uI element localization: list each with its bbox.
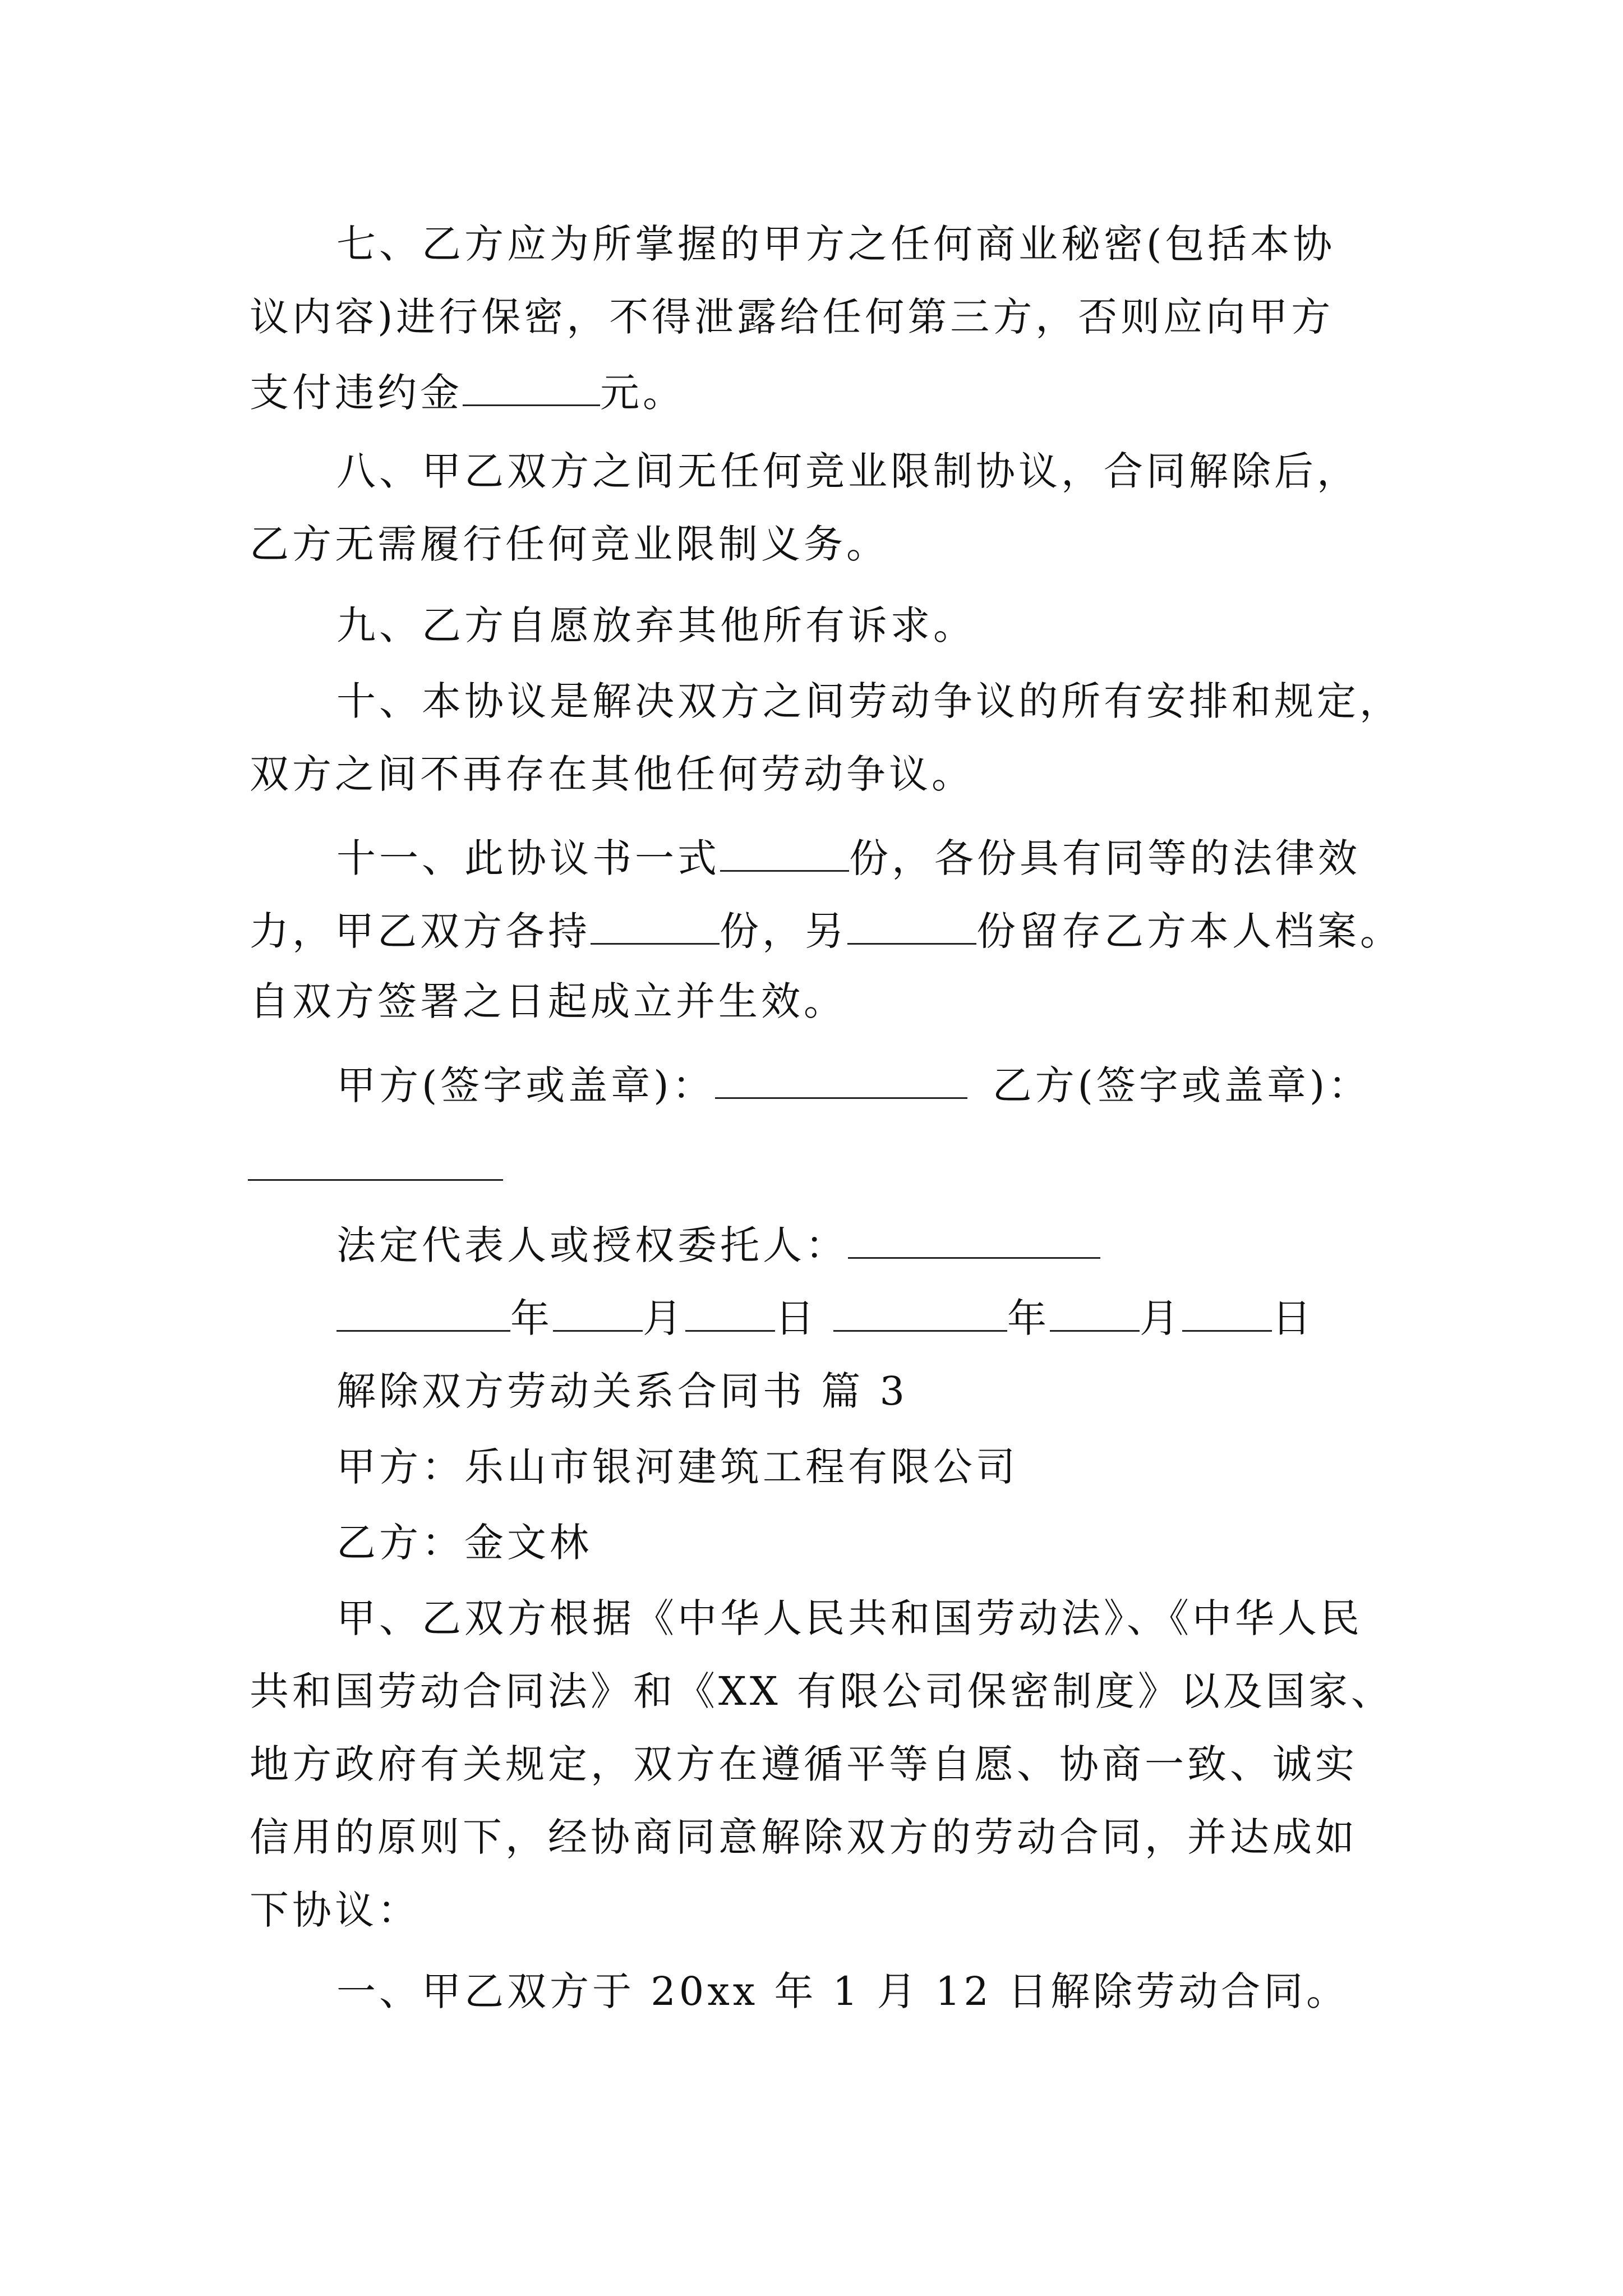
clause-9-line-1: 九、乙方自愿放弃其他所有诉求。 (336, 602, 976, 648)
year-label-b: 年 (1007, 1295, 1050, 1341)
day-label-a: 日 (775, 1295, 818, 1341)
clause-11-text-d: 份，另 (720, 908, 847, 954)
month-label-b: 月 (1140, 1295, 1182, 1341)
copies-each-blank (591, 900, 720, 945)
section-3-party-a: 甲方：乐山市银河建筑工程有限公司 (336, 1444, 1018, 1490)
clause-10-line-1: 十、本协议是解决双方之间劳动争议的所有安排和规定， (336, 678, 1402, 724)
date-line (336, 1287, 1376, 1349)
section-3-intro-line-3: 地方政府有关规定，双方在遵循平等自愿、协商一致、诚实 (250, 1741, 1358, 1787)
party-a-signature-blank (715, 1055, 967, 1099)
clause-11-text-c: 力，甲乙双方各持 (250, 908, 591, 954)
clause-7-text-a: 支付违约金 (250, 370, 463, 416)
party-b-signature-blank (248, 1179, 503, 1181)
clause-8-line-1: 八、甲乙双方之间无任何竞业限制协议，合同解除后， (336, 448, 1359, 494)
section-3-title: 解除双方劳动关系合同书 篇 3 (336, 1368, 909, 1414)
copies-total-blank (720, 827, 849, 872)
section-3-intro-line-1: 甲、乙双方根据《中华人民共和国劳动法》、《中华人民 (336, 1595, 1363, 1641)
day-label-b: 日 (1272, 1295, 1315, 1341)
year-label-a: 年 (510, 1295, 553, 1341)
month-blank-b (1050, 1287, 1140, 1332)
section-3-intro-line-4: 信用的原则下，经协商同意解除双方的劳动合同，并达成如 (250, 1814, 1358, 1860)
month-blank-a (553, 1287, 643, 1332)
clause-7-line-2: 议内容)进行保密，不得泄露给任何第三方，否则应向甲方 (250, 294, 1334, 340)
party-a-signature-label: 甲方(签字或盖章)： (336, 1062, 715, 1108)
clause-11-line-1 (336, 827, 1376, 889)
clause-7-line-3 (250, 362, 1376, 424)
clause-7-text-b: 元。 (600, 370, 685, 416)
section-3-intro-line-5: 下协议： (250, 1887, 420, 1933)
clause-8-line-2: 乙方无需履行任何竞业限制义务。 (250, 521, 889, 567)
section-3-intro-line-2: 共和国劳动合同法》和《XX 有限公司保密制度》以及国家、 (250, 1668, 1394, 1714)
day-blank-a (685, 1287, 775, 1332)
section-3-party-b: 乙方：金文林 (336, 1520, 592, 1566)
penalty-amount-blank (463, 362, 600, 406)
clause-11-text-b: 份，各份具有同等的法律效 (849, 835, 1361, 881)
clause-11-text-a: 十一、此协议书一式 (336, 835, 720, 881)
day-blank-b (1182, 1287, 1272, 1332)
month-label-a: 月 (643, 1295, 685, 1341)
legal-representative-line (336, 1214, 1376, 1276)
party-b-signature-label: 乙方(签字或盖章)： (992, 1062, 1371, 1108)
signature-line (336, 1055, 1376, 1116)
clause-11-line-2 (250, 900, 1403, 962)
section-3-item-1: 一、甲乙双方于 20xx 年 1 月 12 日解除劳动合同。 (336, 1968, 1349, 2014)
clause-11-text-e: 份留存乙方本人档案。 (976, 908, 1403, 954)
clause-10-line-2: 双方之间不再存在其他任何劳动争议。 (250, 751, 974, 797)
copies-archive-blank (847, 900, 976, 945)
year-blank-b (833, 1287, 1007, 1332)
clause-11-line-3: 自双方签署之日起成立并生效。 (250, 978, 846, 1024)
legal-representative-label: 法定代表人或授权委托人： (336, 1222, 848, 1268)
legal-representative-blank (848, 1214, 1100, 1259)
year-blank-a (336, 1287, 510, 1332)
clause-7-line-1: 七、乙方应为所掌握的甲方之任何商业秘密(包括本协 (336, 221, 1336, 267)
